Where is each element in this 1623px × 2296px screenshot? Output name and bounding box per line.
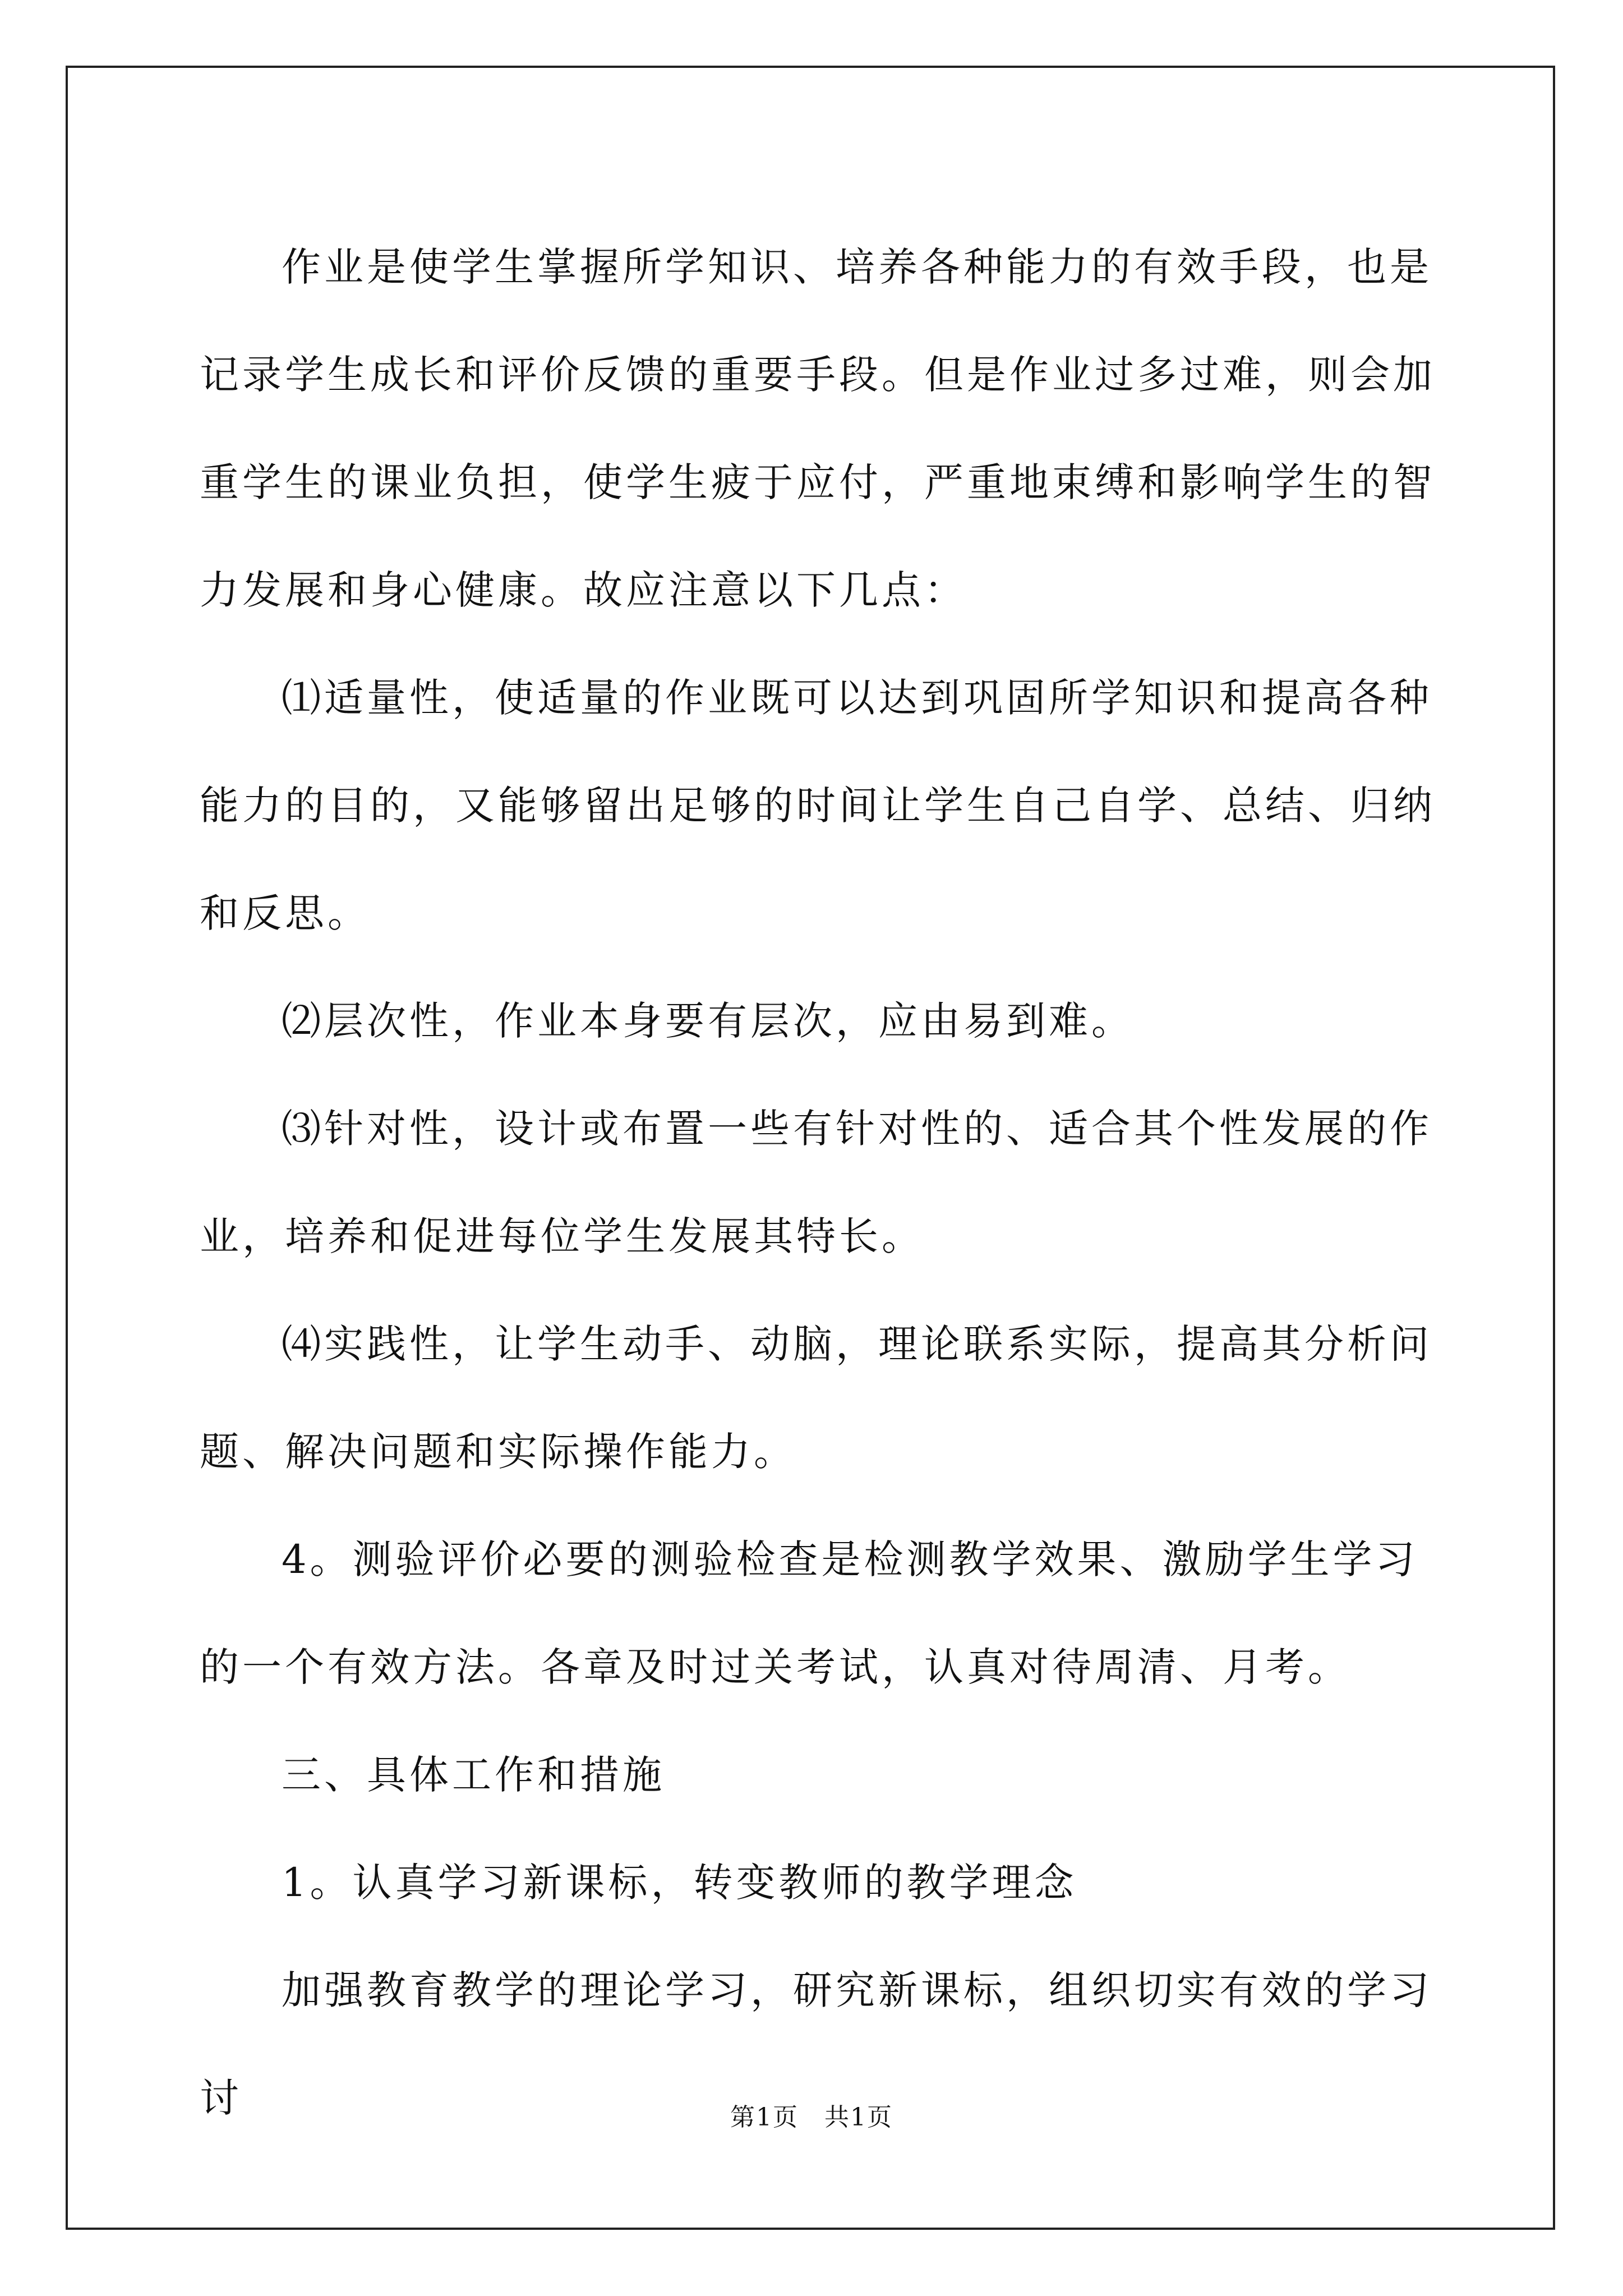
section-heading-work-measures: 三、具体工作和措施 (282, 1752, 665, 1798)
subheading-study-new-curriculum: 1。认真学习新课标，转变教师的教学理念 (282, 1860, 1077, 1906)
document-body (200, 213, 1456, 2152)
paragraph-practice: ⑷实践性，让学生动手、动脑，理论联系实际，提高其分析问题、解决问题和实际操作能力。 (200, 1321, 1432, 1475)
paragraph-appropriate-amount: ⑴适量性，使适量的作业既可以达到巩固所学知识和提高各种能力的目的，又能够留出足够的时间让学生自己自学、总结、归纳和反思。 (200, 675, 1436, 936)
paragraph-theory-study: 加强教育教学的理论学习，研究新课标，组织切实有效的学习讨 (200, 1967, 1432, 2121)
paragraph-homework-intro: 作业是使学生掌握所学知识、培养各种能力的有效手段，也是记录学生成长和评价反馈的重要手段。但是作业过多过难，则会加重学生的课业负担，使学生疲于应付，严重地束缚和影响学生的智力发展和身心健康。故应注意以下几点： (200, 244, 1436, 613)
paragraph-layering: ⑵层次性，作业本身要有层次，应由易到难。 (282, 998, 1134, 1044)
paragraph-testing-evaluation: 4。测验评价必要的测验检查是检测教学效果、激励学生学习的一个有效方法。各章及时过关考试，认真对待周清、月考。 (200, 1536, 1418, 1690)
page-footer: 第1页 共1页 (730, 2103, 893, 2132)
paragraph-targeting: ⑶针对性，设计或布置一些有针对性的、适合其个性发展的作业，培养和促进每位学生发展其特长。 (200, 1106, 1432, 1259)
